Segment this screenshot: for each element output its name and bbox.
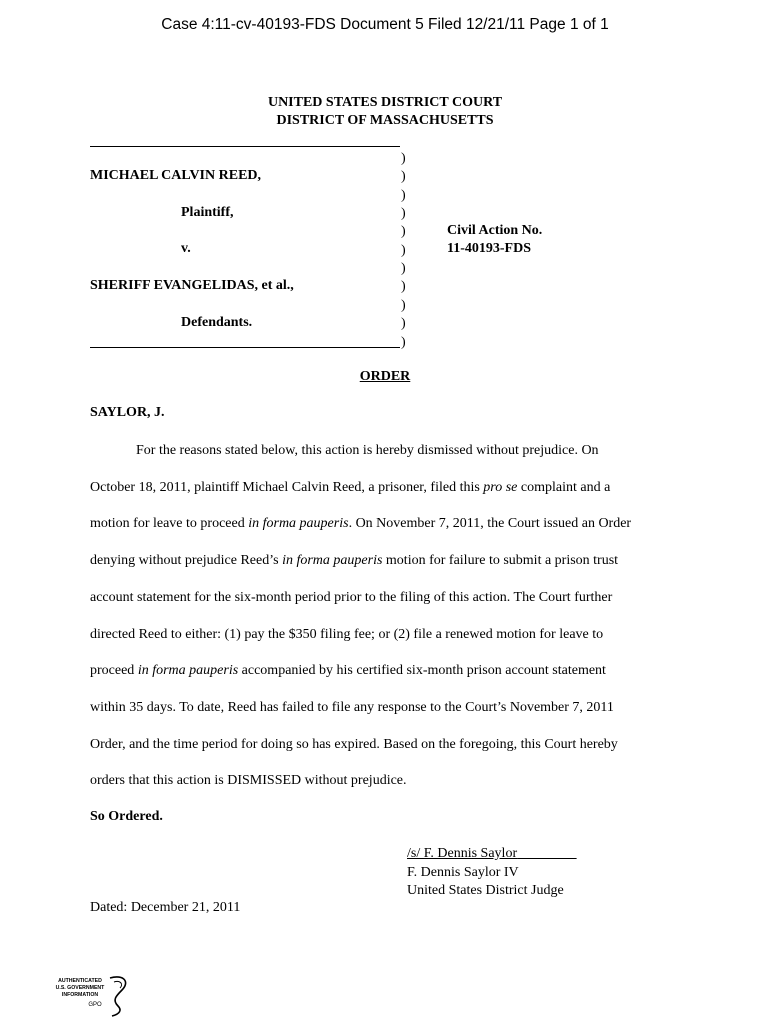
caption-paren: ) (401, 224, 406, 240)
plaintiff-role: Plaintiff, (181, 205, 234, 220)
signature-block (407, 845, 577, 901)
civil-action-number: 11-40193-FDS (447, 241, 531, 256)
so-ordered: So Ordered. (90, 809, 163, 824)
order-body-line: motion for leave to proceed in forma pauperis. On November 7, 2011, the Court issued an Order (90, 516, 632, 532)
court-name (0, 94, 770, 130)
seal-line3: INFORMATION (61, 992, 99, 998)
order-body-line: For the reasons stated below, this action is hereby dismissed without prejudice. On (136, 443, 599, 458)
caption-paren: ) (401, 316, 406, 332)
order-body-line: within 35 days. To date, Reed has failed to file any response to the Court’s November 7, 2011 (90, 699, 614, 715)
order-body-line: directed Reed to either: (1) pay the $350 filing fee; or (2) file a renewed motion for leave to (90, 626, 604, 642)
court-name-line2: DISTRICT OF MASSACHUSETTS (276, 113, 494, 128)
signature-underline-pad (517, 846, 577, 861)
caption-paren: ) (401, 261, 406, 277)
judge-name: F. Dennis Saylor IV (407, 864, 519, 880)
caption-paren: ) (401, 169, 406, 185)
seal-line1: AUTHENTICATED (58, 978, 102, 984)
plaintiff-name: MICHAEL CALVIN REED, (90, 168, 262, 183)
order-body-line: proceed in forma pauperis accompanied by his certified six-month prison account statement (90, 663, 606, 679)
gpo-authentication-seal (40, 972, 132, 1018)
caption-paren: ) (401, 242, 406, 258)
order-body-line: October 18, 2011, plaintiff Michael Calvin Reed, a prisoner, filed this pro se complaint and a (90, 479, 611, 495)
eagle-icon (110, 977, 126, 1016)
order-title: ORDER (359, 369, 411, 384)
defendant-name: SHERIFF EVANGELIDAS, et al., (90, 278, 294, 293)
judge-attribution: SAYLOR, J. (90, 405, 165, 420)
signature-text: /s/ F. Dennis Saylor (407, 846, 518, 861)
caption-top-rule (90, 146, 400, 147)
dated-line: Dated: December 21, 2011 (90, 900, 241, 915)
civil-action-label: Civil Action No. (447, 223, 543, 238)
seal-line4: GPO (88, 1002, 102, 1008)
signature-line (407, 845, 577, 864)
order-body-line: orders that this action is DISMISSED without prejudice. (90, 773, 407, 789)
order-body-line: Order, and the time period for doing so has expired. Based on the foregoing, this Court hereby (90, 736, 618, 752)
caption-paren: ) (401, 279, 406, 295)
caption-paren: ) (401, 187, 406, 203)
seal-line2: U.S. GOVERNMENT (55, 985, 105, 991)
case-header: Case 4:11-cv-40193-FDS Document 5 Filed 12/21/11 Page 1 of 1 (161, 16, 609, 33)
caption-paren: ) (401, 297, 406, 313)
caption-paren: ) (401, 206, 406, 222)
order-body-line: denying without prejudice Reed’s in forma pauperis motion for failure to submit a prison trust (90, 553, 619, 569)
judge-title: United States District Judge (407, 883, 564, 898)
defendant-role: Defendants. (181, 315, 253, 330)
caption-paren: ) (401, 334, 406, 350)
caption-bottom-rule (90, 347, 400, 348)
caption-paren: ) (401, 151, 406, 166)
eagle-wing-icon (114, 981, 122, 988)
versus-label: v. (181, 241, 191, 256)
court-name-line1: UNITED STATES DISTRICT COURT (267, 95, 503, 110)
order-body-line: account statement for the six-month period prior to the filing of this action. The Court further (90, 589, 613, 605)
